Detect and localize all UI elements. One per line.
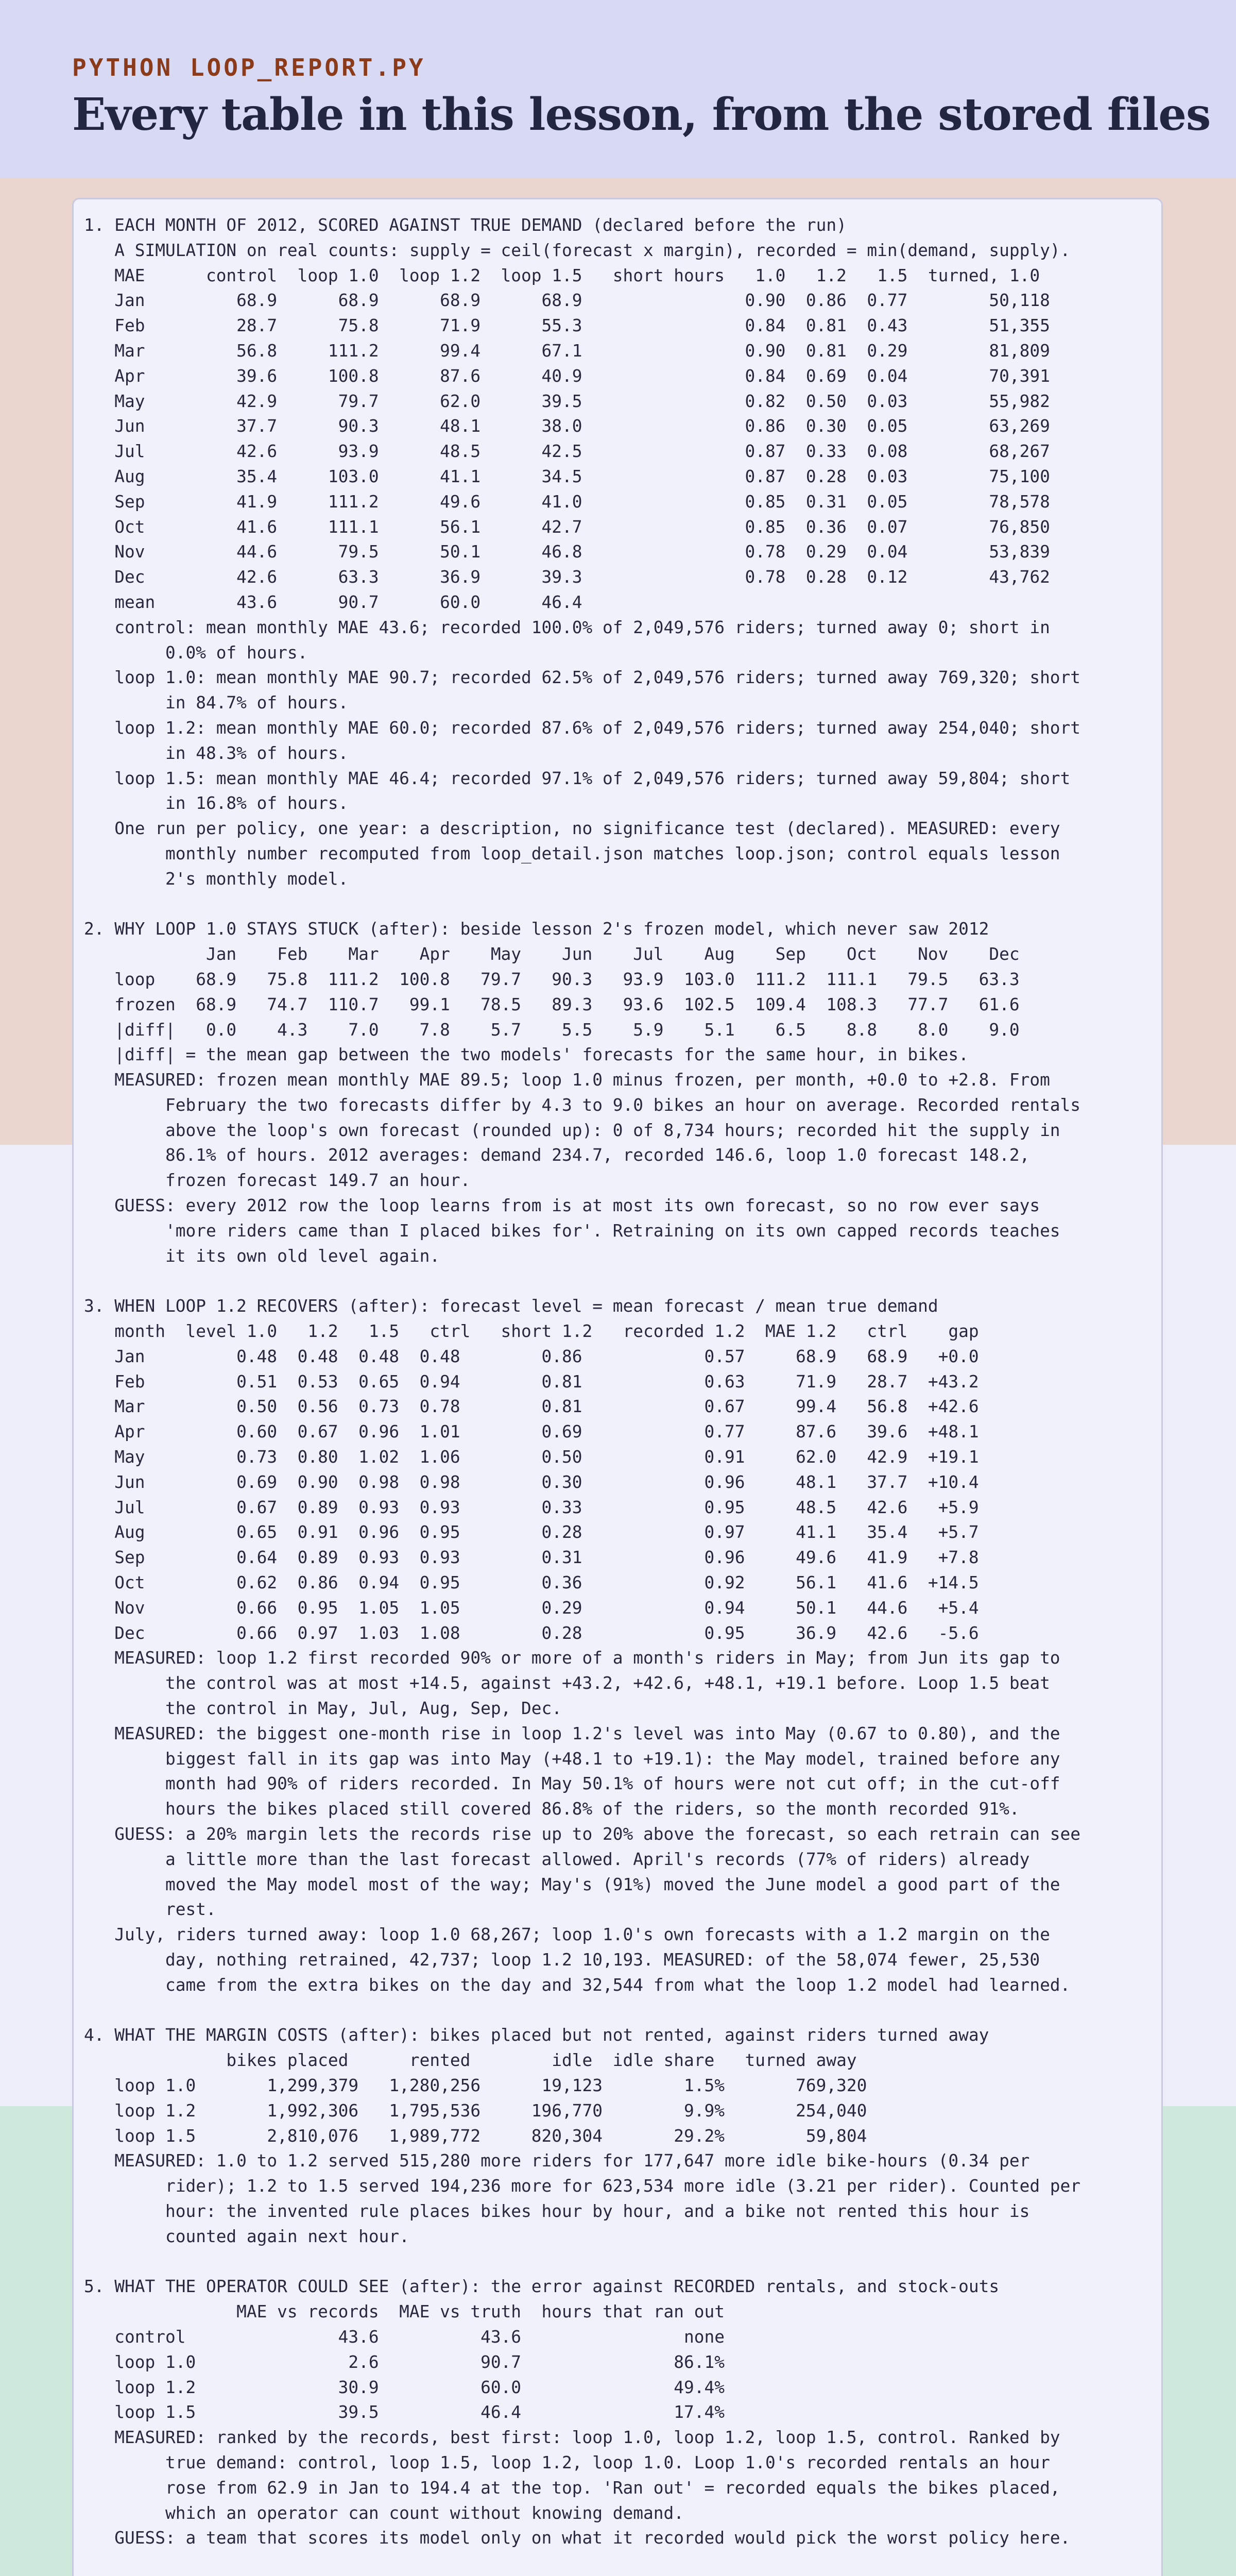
- terminal-window[interactable]: [72, 198, 1163, 2576]
- command-kicker: PYTHON LOOP_REPORT.PY: [72, 54, 426, 81]
- page-title: Every table in this lesson, from the stored files: [72, 89, 1211, 141]
- terminal-output: 1. EACH MONTH OF 2012, SCORED AGAINST TRUE DEMAND (declared before the run) A SIMULATION on real counts: supply = ceil(forecast x margin), recorded = min(demand, supply). MAE control loop 1.0 loop 1.2 loop 1.5 short hours 1.0 1.2 1.5 turned, 1.0 Jan 68.9 68.9 68.9 68.9 0.90 0.86 0.77 50,118 Feb 28.7 75.8 71.9 55.3 0.84 0.81 0.43 51,355 Mar 56.8 111.2 99.4 67.1 0.90 0.81 0.29 81,809 Apr 39.6 100.8 87.6 40.9 0.84 0.69 0.04 70,391 May 42.9 79.7 62.0 39.5 0.82 0.50 0.03 55,982 Jun 37.7 90.3 48.1 38.0 0.86 0.30 0.05 63,269 Jul 42.6 93.9 48.5 42.5 0.87 0.33 0.08 68,267 Aug 35.4 103.0 41.1 34.5 0.87 0.28 0.03 75,100 Sep 41.9 111.2 49.6 41.0 0.85 0.31 0.05 78,578 Oct 41.6 111.1 56.1 42.7 0.85 0.36 0.07 76,850 Nov 44.6 79.5 50.1 46.8 0.78 0.29 0.04 53,839 Dec 42.6 63.3 36.9 39.3 0.78 0.28 0.12 43,762 mean 43.6 90.7 60.0 46.4 control: mean monthly MAE 43.6; recorded 100.0% of 2,049,576 riders; turned away 0; short in 0.0% of hours. loop 1.0: mean monthly MAE 90.7; recorded 62.5% of 2,049,576 riders; turned away 769,320; short in 84.7% of hours. loop 1.2: mean monthly MAE 60.0; recorded 87.6% of 2,049,576 riders; turned away 254,040; short in 48.3% of hours. loop 1.5: mean monthly MAE 46.4; recorded 97.1% of 2,049,576 riders; turned away 59,804; short in 16.8% of hours. One run per policy, one year: a description, no significance test (declared). MEASURED: every monthly number recomputed from loop_detail.json matches loop.json; control equals lesson 2's monthly model. 2. WHY LOOP 1.0 STAYS STUCK (after): beside lesson 2's frozen model, which never saw 2012 Jan Feb Mar Apr May Jun Jul Aug Sep Oct Nov Dec loop 68.9 75.8 111.2 100.8 79.7 90.3 93.9 103.0 111.2 111.1 79.5 63.3 frozen 68.9 74.7 110.7 99.1 78.5 89.3 93.6 102.5 109.4 108.3 77.7 61.6 |diff| 0.0 4.3 7.0 7.8 5.7 5.5 5.9 5.1 6.5 8.8 8.0 9.0 |diff| = the mean gap between the two models' forecasts for the same hour, in bikes. MEASURED: frozen mean monthly MAE 89.5; loop 1.0 minus frozen, per month, +0.0 to +2.8. From February the two forecasts differ by 4.3 to 9.0 bikes an hour on average. Recorded rentals above the loop's own forecast (rounded up): 0 of 8,734 hours; recorded hit the supply in 86.1% of hours. 2012 averages: demand 234.7, recorded 146.6, loop 1.0 forecast 148.2, frozen forecast 149.7 an hour. GUESS: every 2012 row the loop learns from is at most its own forecast, so no row ever says 'more riders came than I placed bikes for'. Retraining on its own capped records teaches it its own old level again. 3. WHEN LOOP 1.2 RECOVERS (after): forecast level = mean forecast / mean true demand month level 1.0 1.2 1.5 ctrl short 1.2 recorded 1.2 MAE 1.2 ctrl gap Jan 0.48 0.48 0.48 0.48 0.86 0.57 68.9 68.9 +0.0 Feb 0.51 0.53 0.65 0.94 0.81 0.63 71.9 28.7 +43.2 Mar 0.50 0.56 0.73 0.78 0.81 0.67 99.4 56.8 +42.6 Apr 0.60 0.67 0.96 1.01 0.69 0.77 87.6 39.6 +48.1 May 0.73 0.80 1.02 1.06 0.50 0.91 62.0 42.9 +19.1 Jun 0.69 0.90 0.98 0.98 0.30 0.96 48.1 37.7 +10.4 Jul 0.67 0.89 0.93 0.93 0.33 0.95 48.5 42.6 +5.9 Aug 0.65 0.91 0.96 0.95 0.28 0.97 41.1 35.4 +5.7 Sep 0.64 0.89 0.93 0.93 0.31 0.96 49.6 41.9 +7.8 Oct 0.62 0.86 0.94 0.95 0.36 0.92 56.1 41.6 +14.5 Nov 0.66 0.95 1.05 1.05 0.29 0.94 50.1 44.6 +5.4 Dec 0.66 0.97 1.03 1.08 0.28 0.95 36.9 42.6 -5.6 MEASURED: loop 1.2 first recorded 90% or more of a month's riders in May; from Jun its gap to the control was at most +14.5, against +43.2, +42.6, +48.1, +19.1 before. Loop 1.5 beat the control in May, Jul, Aug, Sep, Dec. MEASURED: the biggest one-month rise in loop 1.2's level was into May (0.67 to 0.80), and the biggest fall in its gap was into May (+48.1 to +19.1): the May model, trained before any month had 90% of riders recorded. In May 50.1% of hours were not cut off; in the cut-off hours the bikes placed still covered 86.8% of the riders, so the month recorded 91%. GUESS: a 20% margin lets the records rise up to 20% above the forecast, so each retrain can see a little more than the last forecast allowed. April's records (77% of riders) already moved the May model most of the way; May's (91%) moved the June model a good part of the rest. July, riders turned away: loop 1.0 68,267; loop 1.0's own forecasts with a 1.2 margin on the day, nothing retrained, 42,737; loop 1.2 10,193. MEASURED: of the 58,074 fewer, 25,530 came from the extra bikes on the day and 32,544 from what the loop 1.2 model had learned. 4. WHAT THE MARGIN COSTS (after): bikes placed but not rented, against riders turned away bikes placed rented idle idle share turned away loop 1.0 1,299,379 1,280,256 19,123 1.5% 769,320 loop 1.2 1,992,306 1,795,536 196,770 9.9% 254,040 loop 1.5 2,810,076 1,989,772 820,304 29.2% 59,804 MEASURED: 1.0 to 1.2 served 515,280 more riders for 177,647 more idle bike-hours (0.34 per rider); 1.2 to 1.5 served 194,236 more for 623,534 more idle (3.21 per rider). Counted per hour: the invented rule places bikes hour by hour, and a bike not rented this hour is counted again next hour. 5. WHAT THE OPERATOR COULD SEE (after): the error against RECORDED rentals, and stock-outs MAE vs records MAE vs truth hours that ran out control 43.6 43.6 none loop 1.0 2.6 90.7 86.1% loop 1.2 30.9 60.0 49.4% loop 1.5 39.5 46.4 17.4% MEASURED: ranked by the records, best first: loop 1.0, loop 1.2, loop 1.5, control. Ranked by true demand: control, loop 1.5, loop 1.2, loop 1.0. Loop 1.0's recorded rentals an hour rose from 62.9 in Jan to 194.4 at the top. 'Ran out' = recorded equals the bikes placed, which an operator can count without knowing demand. GUESS: a team that scores its model only on what it recorded would pick the worst policy here.: [84, 215, 1081, 2548]
